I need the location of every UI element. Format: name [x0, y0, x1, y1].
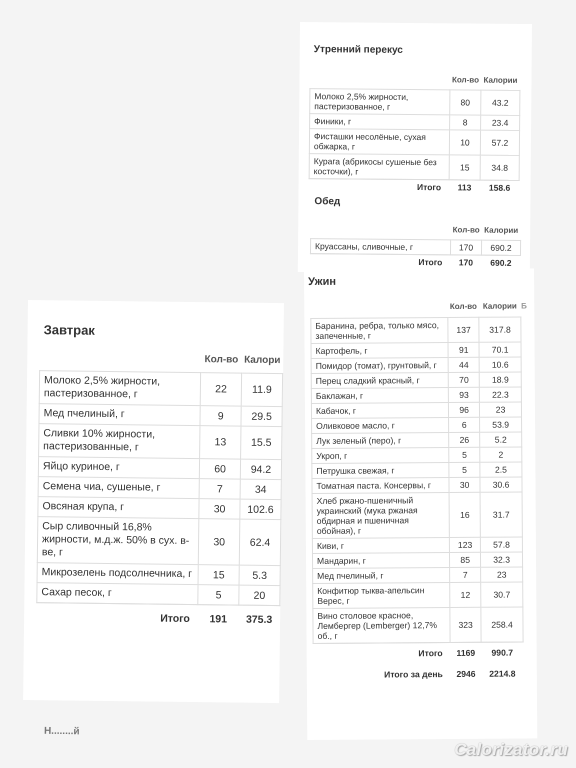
dinner-food-row: [312, 552, 535, 569]
dinner-food-row: [313, 582, 536, 609]
food-qty: 44: [449, 357, 479, 372]
dinner-food-row: [311, 372, 534, 389]
food-calories: 94.2: [240, 459, 281, 479]
food-calories: 690.2: [481, 240, 520, 255]
food-name: Лук зеленый (перо), г: [312, 432, 450, 448]
food-calories: 30.7: [481, 582, 524, 607]
snack-food-row: [309, 129, 519, 156]
food-qty: 22: [200, 373, 241, 406]
food-calories: 20: [239, 585, 280, 605]
food-name: Яйцо куриное, г: [38, 457, 199, 479]
food-calories: 10.6: [479, 357, 522, 372]
dinner-food-row: [312, 492, 535, 539]
food-name: Молоко 2,5% жирности, пастеризованное, г: [310, 89, 450, 115]
food-qty: 91: [448, 342, 478, 357]
food-qty: 9: [200, 406, 241, 426]
food-name: Фисташки несолёные, сухая обжарка, г: [309, 129, 449, 155]
food-name: Курага (абрикосы сушеные без косточки), г: [309, 154, 449, 180]
breakfast-qty-header: Кол-во: [204, 353, 239, 366]
food-calories: 317.8: [479, 317, 522, 342]
food-name: Мандарин, г: [312, 552, 450, 568]
breakfast-panel: [23, 300, 284, 703]
food-qty: 30: [449, 477, 479, 492]
food-qty: 30: [199, 519, 240, 565]
snack-total-row: Итого 113 158.6: [417, 182, 511, 193]
breakfast-table: [36, 344, 283, 634]
food-qty: 30: [199, 499, 240, 519]
food-qty: 5: [198, 585, 239, 605]
food-calories: 5.3: [239, 565, 280, 585]
food-qty: 10: [449, 130, 480, 155]
food-name: Петрушка свежая, г: [312, 462, 450, 478]
food-calories: 15.5: [241, 426, 282, 459]
snack-food-row: [309, 154, 519, 181]
food-qty: 8: [450, 115, 481, 130]
food-calories: 5.2: [479, 432, 522, 447]
lunch-qty-header: Кол-во: [452, 224, 480, 235]
dinner-header-row: [311, 294, 534, 318]
food-name: Томатная паста. Консервы, г: [312, 477, 450, 493]
dinner-food-row: [311, 342, 534, 359]
food-name: Сливки 10% жирности, пастеризованные, г: [39, 424, 201, 459]
food-name: Конфитюр тыква-апельсин Верес, г: [313, 582, 451, 608]
food-qty: 80: [450, 90, 481, 115]
food-calories: 22.3: [479, 387, 522, 402]
dinner-food-row: [312, 462, 535, 479]
dinner-cal-header: Калории: [482, 301, 517, 311]
food-name: Мед пчелиный, г: [313, 567, 451, 583]
food-name: Семена чиа, сушеные, г: [38, 477, 199, 499]
breakfast-cal-header: Калори: [244, 354, 281, 366]
food-calories: 31.7: [480, 492, 523, 537]
food-name: Картофель, г: [311, 342, 449, 358]
dinner-food-row: [312, 447, 535, 464]
food-calories: 23: [479, 402, 522, 417]
food-calories: 34: [240, 479, 281, 499]
food-qty: 323: [450, 607, 481, 642]
food-calories: 11.9: [241, 373, 282, 406]
lunch-header-row: [311, 218, 521, 240]
food-name: Вино столовое красное, Лембергер (Lemberger) 12,7% об., г: [313, 607, 451, 643]
dinner-food-row: [313, 607, 536, 644]
snack-header-row: [310, 68, 520, 90]
dinner-title: Ужин: [308, 275, 337, 288]
snack-table: [309, 68, 521, 195]
food-qty: 13: [200, 426, 241, 459]
food-qty: 137: [448, 317, 479, 342]
food-qty: 60: [200, 459, 241, 479]
food-name: Молоко 2,5% жирности, пастеризованное, г: [39, 371, 201, 406]
lunch-table: [310, 218, 521, 270]
food-qty: 5: [449, 462, 479, 477]
snack-qty-header: Кол-во: [451, 74, 480, 85]
food-calories: 43.2: [481, 90, 520, 115]
food-calories: 30.6: [480, 477, 523, 492]
food-name: Овсяная крупа, г: [38, 497, 199, 519]
food-qty: 96: [449, 402, 479, 417]
food-qty: 12: [450, 582, 481, 607]
food-name: Баклажан, г: [311, 387, 449, 403]
food-name: Сыр сливочный 16,8% жирности, м.д.ж. 50% в сух. в-ве, г: [37, 517, 199, 565]
food-qty: 15: [449, 155, 480, 180]
lunch-cal-header: Калории: [484, 225, 519, 235]
food-calories: 23: [480, 567, 523, 582]
food-calories: 2.5: [480, 462, 523, 477]
food-calories: 23.4: [481, 115, 520, 130]
food-calories: 29.5: [241, 406, 282, 426]
food-name: Баранина, ребра, только мясо, запеченные, г: [311, 317, 449, 343]
food-calories: 34.8: [480, 155, 519, 180]
snack-lunch-panel: [298, 22, 532, 274]
snack-food-row: [310, 89, 520, 116]
food-qty: 26: [449, 432, 479, 447]
food-calories: 62.4: [239, 519, 281, 565]
food-calories: 258.4: [481, 607, 524, 642]
dinner-total-row: Итого 1169 990.7: [418, 647, 514, 659]
breakfast-total-row: Итого 191 375.3: [160, 612, 273, 627]
breakfast-food-row: [39, 424, 282, 460]
watermark-logo: Calorizator.ru: [454, 740, 568, 759]
food-name: Хлеб ржано-пшеничный украинский (мука ржаная обдирная и пшеничная обойная), г: [312, 492, 450, 538]
food-qty: 85: [450, 552, 480, 567]
food-name: Круассаны, сливочные, г: [310, 239, 450, 255]
food-qty: 93: [449, 387, 479, 402]
snack-cal-header: Калории: [483, 75, 518, 85]
food-qty: 5: [449, 447, 479, 462]
food-name: Финики, г: [310, 114, 450, 130]
dinner-qty-header: Кол-во: [449, 301, 477, 311]
food-calories: 57.2: [480, 130, 519, 155]
breakfast-food-row: [37, 517, 281, 566]
food-calories: 53.9: [479, 417, 522, 432]
food-name: Оливковое масло, г: [312, 417, 450, 433]
food-qty: 123: [450, 537, 480, 552]
dinner-food-row: [311, 387, 534, 404]
dinner-food-row: [311, 317, 534, 344]
food-calories: 18.9: [479, 372, 522, 387]
food-qty: 6: [449, 417, 479, 432]
food-qty: 7: [199, 479, 240, 499]
dinner-food-row: [311, 357, 534, 374]
food-name: Мед пчелиный, г: [39, 404, 200, 426]
dinner-extra-header: Б: [521, 301, 527, 311]
food-qty: 7: [450, 567, 480, 582]
snack-title: Утренний перекус: [313, 44, 403, 56]
food-qty: 70: [449, 372, 479, 387]
dinner-food-row: [312, 432, 535, 449]
dinner-panel: [304, 268, 537, 740]
dinner-food-row: [312, 477, 535, 494]
food-calories: 102.6: [240, 499, 281, 519]
next-section-cutoff: Н........й: [43, 725, 80, 738]
breakfast-header-row: [40, 344, 283, 373]
food-name: Помидор (томат), грунтовый, г: [311, 357, 449, 373]
breakfast-title: Завтрак: [43, 322, 95, 338]
food-name: Укроп, г: [312, 447, 450, 463]
breakfast-food-row: [39, 371, 282, 407]
food-calories: 2: [480, 447, 523, 462]
food-name: Перец сладкий красный, г: [311, 372, 449, 388]
day-total-row: Итого за день 2946 2214.8: [384, 668, 516, 680]
dinner-food-row: [312, 537, 535, 554]
dinner-food-row: [313, 567, 536, 584]
food-name: Киви, г: [312, 537, 450, 553]
lunch-title: Обед: [314, 196, 341, 208]
lunch-total-row: Итого 170 690.2: [418, 257, 512, 268]
food-qty: 15: [198, 565, 239, 585]
food-qty: 170: [450, 240, 481, 255]
food-qty: 16: [450, 492, 481, 537]
food-name: Сахар песок, г: [37, 583, 198, 605]
dinner-food-row: [312, 417, 535, 434]
food-name: Микрозелень подсолнечника, г: [37, 563, 198, 585]
dinner-table: [310, 294, 537, 686]
food-name: Кабачок, г: [311, 402, 449, 418]
food-calories: 57.8: [480, 537, 523, 552]
food-calories: 70.1: [479, 342, 522, 357]
food-calories: 32.3: [480, 552, 523, 567]
dinner-food-row: [311, 402, 534, 419]
